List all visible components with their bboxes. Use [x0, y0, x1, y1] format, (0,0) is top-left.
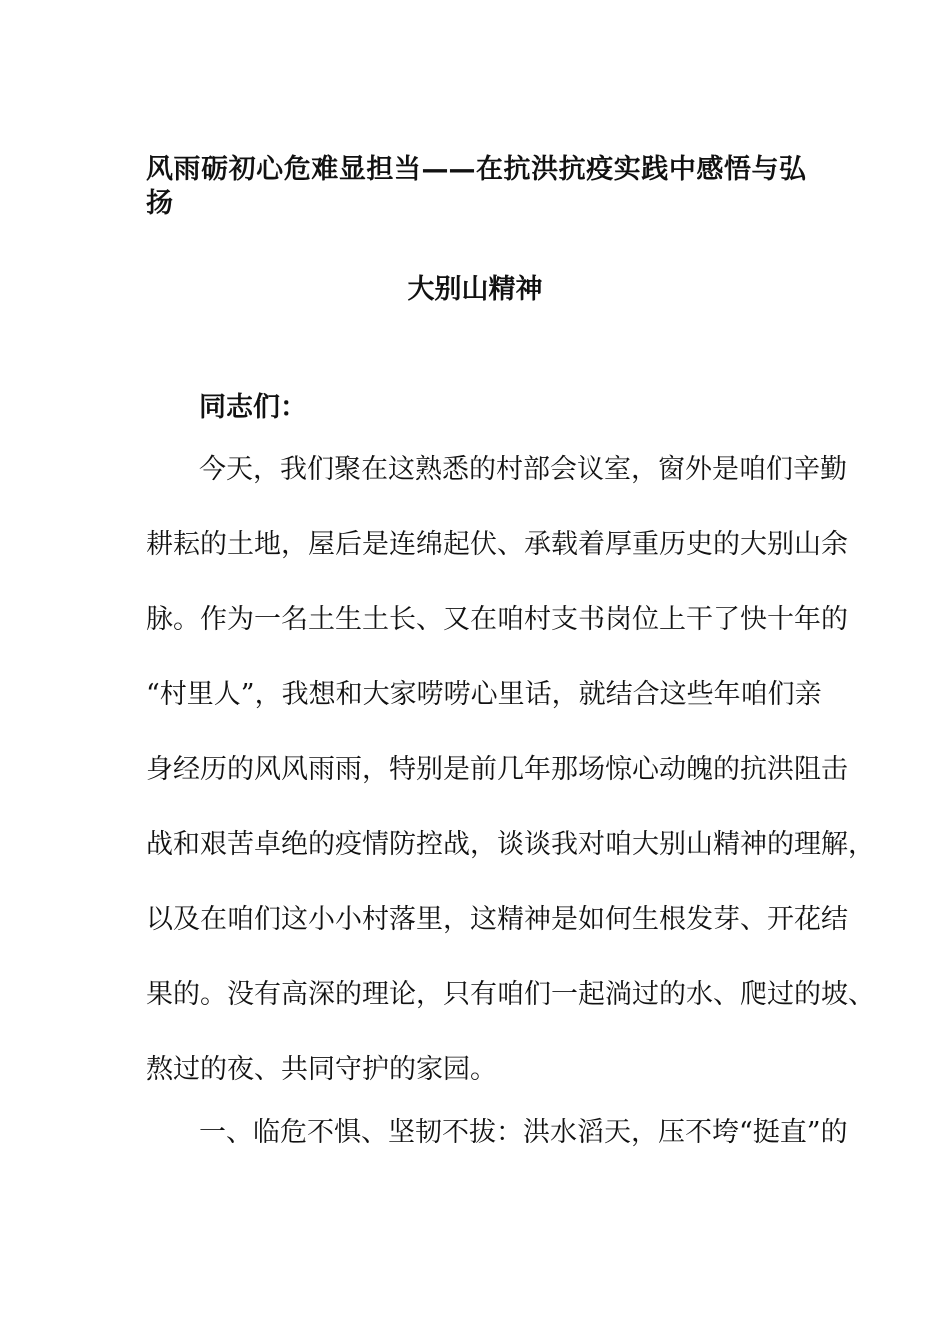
body-line: 今天，我们聚在这熟悉的村部会议室，窗外是咱们辛勤	[199, 454, 847, 485]
body-line: “村里人”，我想和大家唠唠心里话，就结合这些年咱们亲	[146, 679, 822, 710]
greeting: 同志们：	[199, 392, 307, 423]
body-line: 脉。作为一名土生土长、又在咱村支书岗位上干了快十年的	[146, 604, 848, 635]
body-line: 熬过的夜、共同守护的家园。	[146, 1054, 497, 1085]
document-title-line-2: 大别山精神	[407, 274, 543, 305]
body-line: 战和艰苦卓绝的疫情防控战，谈谈我对咱大别山精神的理解，	[146, 829, 875, 860]
body-line: 身经历的风风雨雨，特别是前几年那场惊心动魄的抗洪阻击	[146, 754, 848, 785]
body-line: 果的。没有高深的理论，只有咱们一起淌过的水、爬过的坡、	[146, 979, 875, 1010]
document-title-line-1: 风雨砺初心危难显担当——在抗洪抗疫实践中感悟与弘扬	[146, 154, 806, 219]
body-line: 以及在咱们这小小村落里，这精神是如何生根发芽、开花结	[146, 904, 848, 935]
section-heading: 一、临危不惧、坚韧不拔：洪水滔天，压不垮“挺直”的	[199, 1117, 848, 1148]
body-line: 耕耘的土地，屋后是连绵起伏、承载着厚重历史的大别山余	[146, 529, 848, 560]
